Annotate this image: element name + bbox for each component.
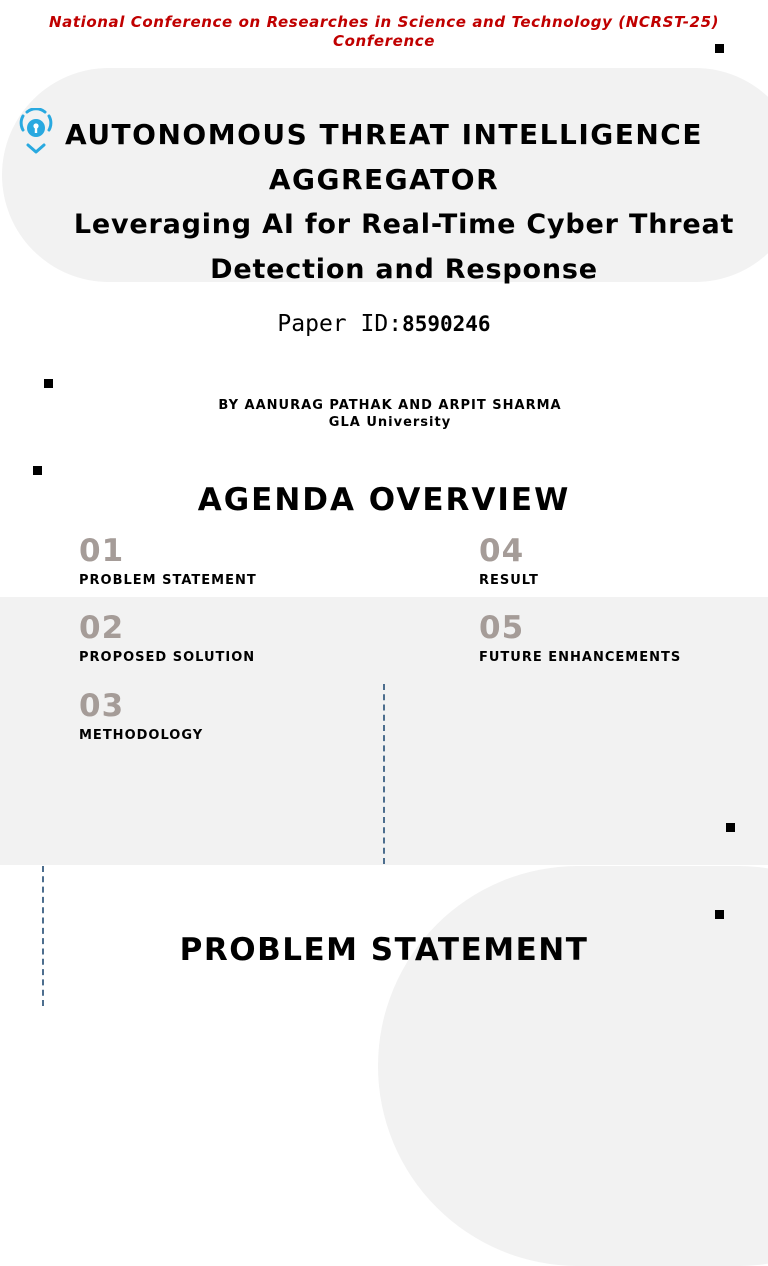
agenda-item xyxy=(79,688,203,744)
decorative-square xyxy=(715,910,724,919)
decorative-square xyxy=(715,44,724,53)
agenda-item-label: PROBLEM STATEMENT xyxy=(79,573,257,588)
agenda-item-number: 01 xyxy=(79,533,125,569)
agenda-item xyxy=(79,610,255,666)
paper-id-line xyxy=(0,308,768,340)
author-affiliation: GLA University xyxy=(328,415,452,430)
decorative-square xyxy=(726,823,735,832)
agenda-title: AGENDA OVERVIEW xyxy=(197,482,571,518)
section-background-shape xyxy=(378,866,768,1266)
section-title: PROBLEM STATEMENT xyxy=(179,932,589,968)
agenda-item xyxy=(479,610,681,666)
conference-name: National Conference on Researches in Science and Technology (NCRST-25) xyxy=(48,13,720,31)
decorative-square xyxy=(33,466,42,475)
agenda-item-label: PROPOSED SOLUTION xyxy=(79,650,256,665)
author-byline: BY AANURAG PATHAK AND ARPIT SHARMA xyxy=(218,398,562,413)
decorative-square xyxy=(44,379,53,388)
conference-suffix: Conference xyxy=(332,32,435,50)
agenda-item-number: 05 xyxy=(479,610,525,646)
paper-id-label: Paper ID: xyxy=(277,311,403,337)
conference-header xyxy=(0,13,768,51)
author-block xyxy=(0,397,768,431)
agenda-item-number: 02 xyxy=(79,610,125,646)
agenda-item-number: 04 xyxy=(479,533,525,569)
paper-title xyxy=(0,112,768,202)
agenda-divider xyxy=(383,684,385,864)
paper-title-line2: AGGREGATOR xyxy=(268,163,500,196)
agenda-item-label: RESULT xyxy=(479,573,539,588)
paper-id-value: 8590246 xyxy=(402,312,491,336)
paper-subtitle xyxy=(20,202,768,292)
agenda-item xyxy=(479,533,539,589)
paper-subtitle-line1: Leveraging AI for Real-Time Cyber Threat xyxy=(73,209,735,240)
paper-subtitle-line2: Detection and Response xyxy=(210,254,598,285)
agenda-item-label: FUTURE ENHANCEMENTS xyxy=(479,650,682,665)
paper-title-line1: AUTONOMOUS THREAT INTELLIGENCE xyxy=(65,118,703,151)
agenda-item-label: METHODOLOGY xyxy=(79,728,204,743)
agenda-item xyxy=(79,533,257,589)
agenda-item-number: 03 xyxy=(79,688,125,724)
